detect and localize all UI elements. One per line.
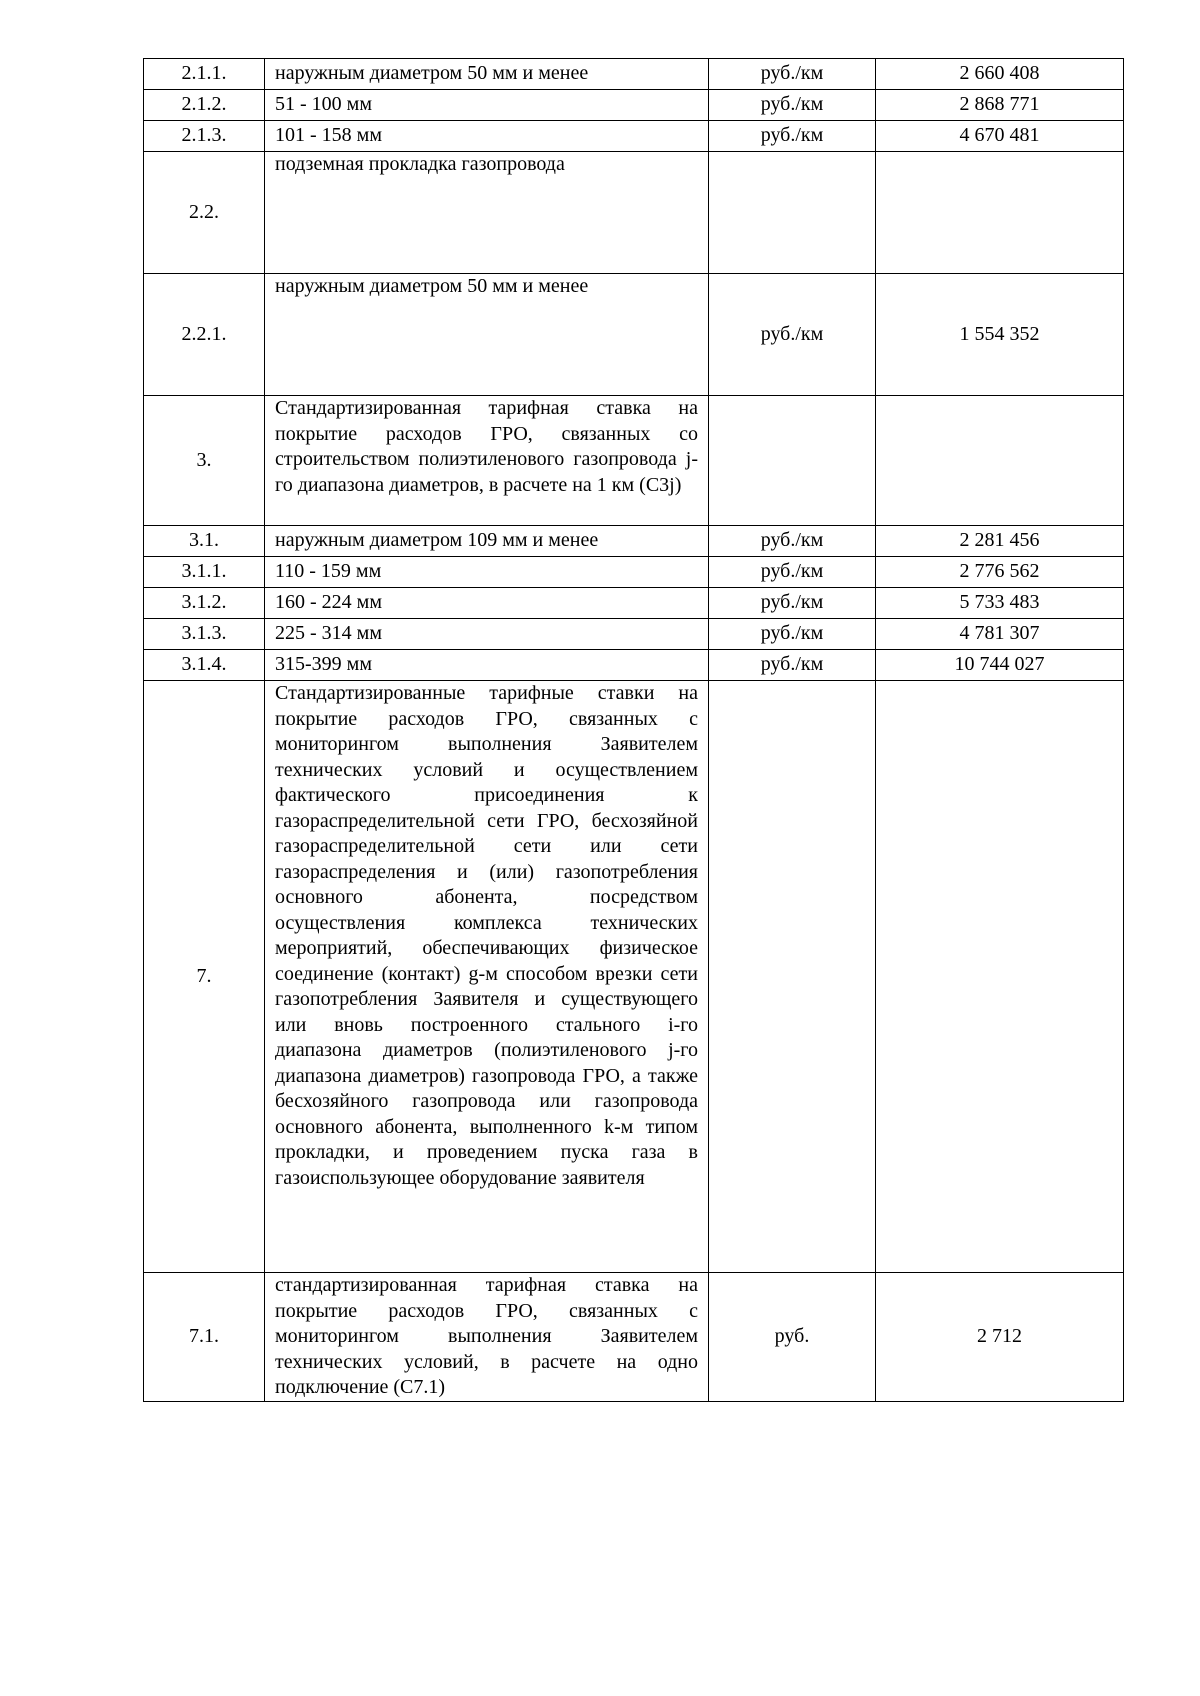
row-unit: руб./км: [709, 526, 876, 557]
row-unit: руб./км: [709, 121, 876, 152]
table-row: [144, 1273, 1124, 1402]
row-unit: [709, 396, 876, 526]
row-description: 315-399 мм: [265, 650, 709, 681]
row-description: 110 - 159 мм: [265, 557, 709, 588]
row-description: Стандартизированные тарифные ставки на покрытие расходов ГРО, связанных с мониторингом выполнения Заявителем технических условий и осуществлением фактического присоединения к газораспределительной сети ГРО, бесхозяйной газораспределительной сети или сети газораспределения и (или) газопотребления основного абонента, посредством осуществления комплекса технических мероприятий, обеспечивающих физическое соединение (контакт) g-м способом врезки сети газопотребления Заявителя и существующего или вновь построенного стального i-го диапазона диаметров (полиэтиленового j-го диапазона диаметров) газопровода ГРО, а также бесхозяйного газопровода или газопровода основного абонента, выполненного k-м типом прокладки, и проведением пуска газа в газоиспользующее оборудование заявителя: [265, 681, 709, 1273]
row-number: 2.2.: [144, 152, 265, 274]
row-number: 3.1.4.: [144, 650, 265, 681]
row-description: наружным диаметром 50 мм и менее: [265, 274, 709, 396]
row-description: 225 - 314 мм: [265, 619, 709, 650]
row-description: 101 - 158 мм: [265, 121, 709, 152]
table-row: [144, 557, 1124, 588]
row-number: 2.1.2.: [144, 90, 265, 121]
row-number: 3.1.3.: [144, 619, 265, 650]
table-row: [144, 619, 1124, 650]
row-description: Стандартизированная тарифная ставка на покрытие расходов ГРО, связанных со строительством полиэтиленового газопровода j-го диапазона диаметров, в расчете на 1 км (C3j): [265, 396, 709, 526]
row-unit: руб./км: [709, 59, 876, 90]
table-row: [144, 59, 1124, 90]
row-value: 1 554 352: [876, 274, 1124, 396]
row-description: 160 - 224 мм: [265, 588, 709, 619]
row-unit: руб./км: [709, 274, 876, 396]
row-value: 5 733 483: [876, 588, 1124, 619]
row-description: подземная прокладка газопровода: [265, 152, 709, 274]
row-number: 7.1.: [144, 1273, 265, 1402]
row-unit: руб./км: [709, 90, 876, 121]
row-value: 2 868 771: [876, 90, 1124, 121]
row-value: [876, 681, 1124, 1273]
table-row: [144, 152, 1124, 274]
tariff-table: [143, 58, 1124, 1402]
table-row: [144, 90, 1124, 121]
row-value: 4 670 481: [876, 121, 1124, 152]
row-description: 51 - 100 мм: [265, 90, 709, 121]
row-value: 2 660 408: [876, 59, 1124, 90]
row-unit: руб./км: [709, 557, 876, 588]
row-unit: [709, 152, 876, 274]
table-row: [144, 274, 1124, 396]
row-value: 2 712: [876, 1273, 1124, 1402]
row-value: [876, 152, 1124, 274]
row-value: [876, 396, 1124, 526]
row-value: 2 776 562: [876, 557, 1124, 588]
row-description: наружным диаметром 50 мм и менее: [265, 59, 709, 90]
row-value: 4 781 307: [876, 619, 1124, 650]
row-number: 3.1.2.: [144, 588, 265, 619]
table-row: [144, 650, 1124, 681]
tariff-table-page: [143, 58, 1123, 1402]
table-row: [144, 681, 1124, 1273]
row-description: стандартизированная тарифная ставка на покрытие расходов ГРО, связанных с мониторингом выполнения Заявителем технических условий, в расчете на одно подключение (C7.1): [265, 1273, 709, 1402]
row-unit: руб./км: [709, 588, 876, 619]
table-row: [144, 121, 1124, 152]
table-row: [144, 526, 1124, 557]
row-number: 3.1.: [144, 526, 265, 557]
row-unit: руб./км: [709, 650, 876, 681]
row-number: 2.1.3.: [144, 121, 265, 152]
table-row: [144, 396, 1124, 526]
row-value: 2 281 456: [876, 526, 1124, 557]
row-value: 10 744 027: [876, 650, 1124, 681]
row-description: наружным диаметром 109 мм и менее: [265, 526, 709, 557]
row-number: 2.1.1.: [144, 59, 265, 90]
row-unit: руб.: [709, 1273, 876, 1402]
row-number: 3.: [144, 396, 265, 526]
row-number: 2.2.1.: [144, 274, 265, 396]
row-number: 3.1.1.: [144, 557, 265, 588]
row-unit: [709, 681, 876, 1273]
row-unit: руб./км: [709, 619, 876, 650]
table-row: [144, 588, 1124, 619]
row-number: 7.: [144, 681, 265, 1273]
